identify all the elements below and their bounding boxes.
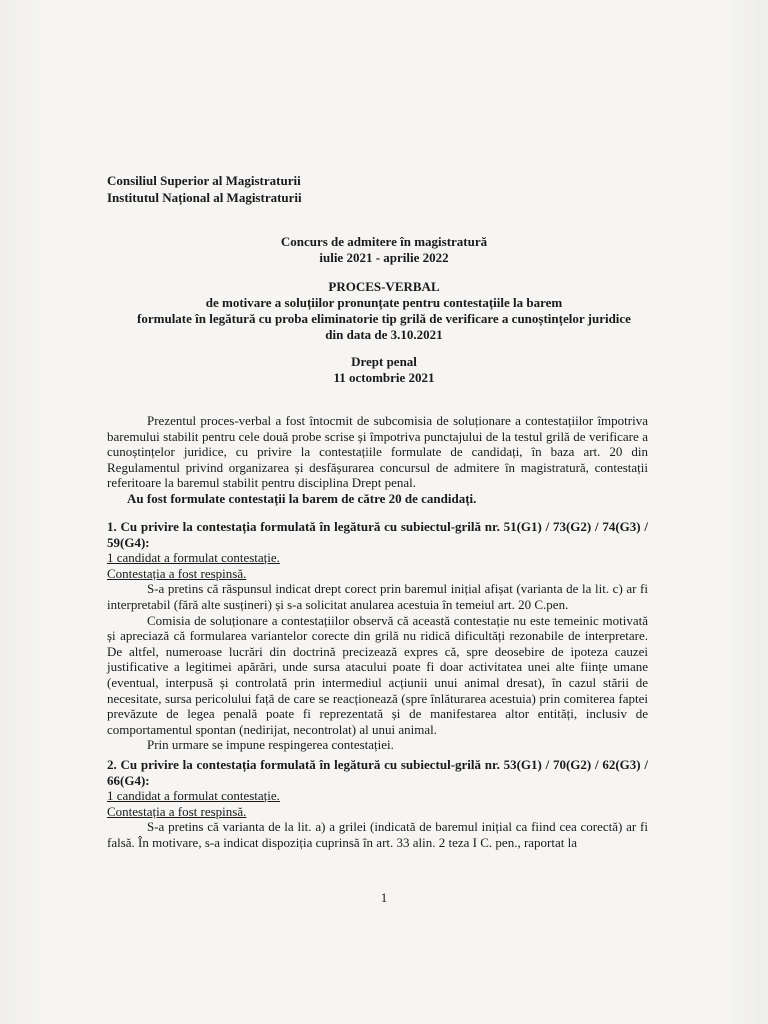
title-sub-1: de motivare a soluțiilor pronunțate pentru contestațiile la barem xyxy=(205,295,563,310)
subject-discipline: Drept penal xyxy=(351,354,417,369)
intro-paragraph: Prezentul proces-verbal a fost întocmit de subcomisia de soluționare a contestațiilor împotriva baremului stabilit pentru cele două probe scrise și împotriva punctajului de la testul grilă de verificare a cunoștințelor juridice, cu privire la contestațiile formulate de candidați, în baza art. 20 din Regulamentul privind organizarea și desfășurarea concursul de admitere în magistratură, contestații referitoare la baremul stabilit pentru disciplina Drept penal. xyxy=(107,413,648,491)
contest-line-2: iulie 2021 - aprilie 2022 xyxy=(319,250,449,265)
section-1 xyxy=(107,519,648,753)
subject-heading xyxy=(0,354,768,386)
section-1-result: Contestația a fost respinsă. xyxy=(107,565,247,581)
institution-line-1: Consiliul Superior al Magistraturii xyxy=(107,173,301,188)
section-2-count: 1 candidat a formulat contestație. xyxy=(107,788,280,804)
document-title xyxy=(0,279,768,343)
section-1-title: 1. Cu privire la contestația formulată în legătură cu subiectul-grilă nr. 51(G1) / 73(G2) / 74(G3) / 59(G4): xyxy=(107,519,648,550)
section-1-paragraph-3: Prin urmare se impune respingerea contestației. xyxy=(147,737,394,753)
institution-line-2: Institutul Național al Magistraturii xyxy=(107,190,302,205)
section-2-paragraph-1: S-a pretins că varianta de la lit. a) a grilei (indicată de baremul inițial ca fiind cea corectă) ar fi falsă. În motivare, s-a indicat dispoziția cuprinsă în art. 33 alin. 2 teza I C. pen., raportat la xyxy=(107,819,648,850)
section-1-paragraph-2: Comisia de soluționare a contestațiilor observă că această contestație nu este temeinic motivată și apreciază că formularea variantelor corecte din grilă nu ridică dificultăți rezonabile de interpretare. De altfel, numeroase lucrări din doctrină precizează expres că, spre deosebire de ipoteza cauzei justificative a legitimei apărări, unde sursa atacului poate fi doar activitatea unei alte ființe umane (eventual, interpusă și controlată prin intermediul acțiunii unui animal dresat), în cazul stării de necesitate, sursa pericolului față de care se reacționează (spre înlăturarea acestuia) prin comiterea faptei prevăzute de legea penală poate fi reprezentată și de manifestarea altor entități, inclusiv de comportamentul spontan (nedirijat, necontrolat) al unui animal. xyxy=(107,612,648,737)
section-2-title: 2. Cu privire la contestația formulată în legătură cu subiectul-grilă nr. 53(G1) / 70(G2) / 62(G3) / 66(G4): xyxy=(107,757,648,788)
section-2-result: Contestația a fost respinsă. xyxy=(107,803,247,819)
contest-line-1: Concurs de admitere în magistratură xyxy=(280,234,488,249)
section-1-count: 1 candidat a formulat contestație. xyxy=(107,550,280,566)
intro-bold-line: Au fost formulate contestații la barem de către 20 de candidați. xyxy=(127,490,477,506)
institution-header xyxy=(107,172,302,206)
title-sub-3: din data de 3.10.2021 xyxy=(325,327,443,342)
page-number: 1 xyxy=(380,890,388,905)
section-1-paragraph-1: S-a pretins că răspunsul indicat drept corect prin baremul inițial afișat (varianta de la lit. c) ar fi interpretabil (fără alte susțineri) și s-a solicitat anularea acestuia în temeiul art. 20 C.pen. xyxy=(107,581,648,612)
title-main: PROCES-VERBAL xyxy=(328,279,440,294)
contest-heading xyxy=(0,234,768,266)
section-2 xyxy=(107,757,648,851)
subject-date: 11 octombrie 2021 xyxy=(333,370,435,385)
intro-section xyxy=(107,413,648,507)
title-sub-2: formulate în legătură cu proba eliminatorie tip grilă de verificare a cunoștințelor juridice xyxy=(137,311,631,326)
